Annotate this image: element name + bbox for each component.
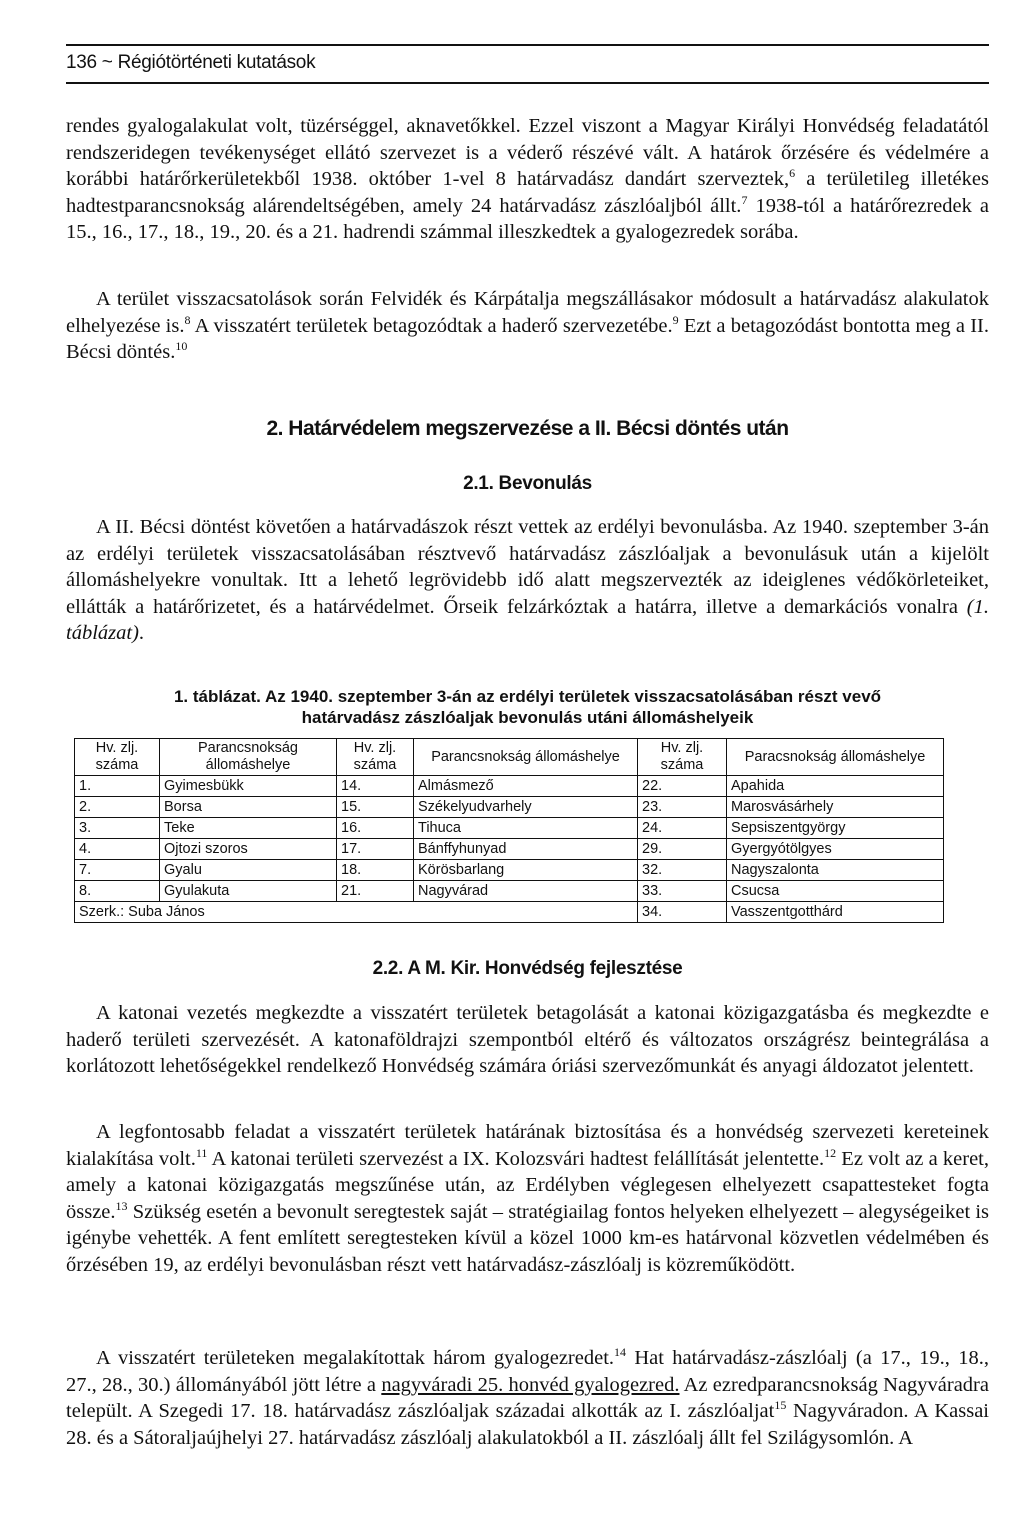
page-number: 136 bbox=[66, 52, 97, 73]
table-cell: 16. bbox=[337, 818, 414, 839]
para1-text-c: 1938-tól a határőrezredek a 15., 16., 17., 18., 19., 20. és a 21. hadrendi számmal illeszkedtek a gyalogezredek sorába. bbox=[66, 194, 989, 244]
table-cell: Borsa bbox=[160, 797, 337, 818]
table-cell: 17. bbox=[337, 839, 414, 860]
table-row bbox=[75, 860, 944, 881]
table-cell: Teke bbox=[160, 818, 337, 839]
table-cell: Apahida bbox=[727, 776, 944, 797]
table-cell: 33. bbox=[638, 881, 727, 902]
table-cell: 22. bbox=[638, 776, 727, 797]
table-cell: Gyimesbükk bbox=[160, 776, 337, 797]
table-header-row bbox=[75, 739, 944, 776]
col-header-4: Parancsnokság állomáshelye bbox=[414, 739, 638, 776]
para2-text-a: A terület visszacsatolások során Felvidék és Kárpátalja megszállásakor módosult a határvadász alakulatok elhelyezése is. bbox=[66, 288, 989, 337]
table-cell: 3. bbox=[75, 818, 160, 839]
table-cell: Marosvásárhely bbox=[727, 797, 944, 818]
col-header-5: Hv. zlj. száma bbox=[638, 739, 727, 776]
para5-text-c: Ez volt az a keret, amely a katonai közigazgatás megszűnése után, az Erdélyben véglegesen elhelyezett csapattesteket fogta össze. bbox=[66, 1147, 989, 1223]
journal-title: Régiótörténeti kutatások bbox=[117, 52, 316, 73]
paragraph-4 bbox=[66, 1000, 989, 1080]
para5-text-a: A legfontosabb feladat a visszatért területek határának biztosítása és a honvédség szervezeti kereteinek kialakítása volt. bbox=[66, 1121, 989, 1170]
table-cell: 1. bbox=[75, 776, 160, 797]
footnote-ref-10[interactable]: 10 bbox=[175, 339, 188, 354]
col-header-1: Hv. zlj. száma bbox=[75, 739, 160, 776]
table-cell: 8. bbox=[75, 881, 160, 902]
table-cell: Székelyudvarhely bbox=[414, 797, 638, 818]
garrison-table bbox=[74, 738, 944, 923]
table-cell: 34. bbox=[638, 902, 727, 923]
table-cell: 7. bbox=[75, 860, 160, 881]
table-caption bbox=[66, 686, 989, 728]
col-header-6: Paracsnokság állomáshelye bbox=[727, 739, 944, 776]
table-row bbox=[75, 776, 944, 797]
para2-text-c: Ezt a betagozódást bontotta meg a II. Bécsi döntés. bbox=[66, 314, 989, 364]
para4-text: A katonai vezetés megkezdte a visszatért területek betagolását a katonai közigazgatásba és megkezdte e haderő területi szervezését. A katonaföldrajzi szempontból eltérő és változatos országrész beintegrálása a korlátozott lehetőségekkel rendelkező Honvédség számára óriási szervezőmunkát és anyagi áldozatot jelentett. bbox=[66, 1002, 989, 1078]
para6-text-b: Hat határvadász-zászlóalj (a 17., 19., 18., 27., 28., 30.) állományából jött létre a bbox=[66, 1347, 989, 1396]
table-row bbox=[75, 818, 944, 839]
para6-text-a: A visszatért területeken megalakítottak három gyalogezredet. bbox=[96, 1347, 615, 1369]
table-cell: 23. bbox=[638, 797, 727, 818]
header-separator: ~ bbox=[101, 52, 113, 73]
section-2-1-heading: 2.1. Bevonulás bbox=[463, 473, 592, 494]
section-2-2-heading: 2.2. A M. Kir. Honvédség fejlesztése bbox=[372, 958, 683, 979]
col-header-2: Parancsnokság állomáshelye bbox=[160, 739, 337, 776]
footnote-ref-11[interactable]: 11 bbox=[195, 1145, 208, 1160]
table-cell: Gyulakuta bbox=[160, 881, 337, 902]
table-cell: Sepsiszentgyörgy bbox=[727, 818, 944, 839]
running-header bbox=[66, 44, 989, 84]
table-cell: 4. bbox=[75, 839, 160, 860]
footnote-ref-6[interactable]: 6 bbox=[789, 166, 796, 181]
footnote-ref-13[interactable]: 13 bbox=[115, 1198, 128, 1213]
table-cell: 2. bbox=[75, 797, 160, 818]
paragraph-2 bbox=[66, 286, 989, 366]
table-row bbox=[75, 839, 944, 860]
para6-text-d: Nagyváradon. A Kassai 28. és a Sátoraljaújhelyi 27. határvadász zászlóalj alakulatokból a II. zászlóalj állt fel Szilágysomlón. A bbox=[66, 1400, 989, 1449]
para5-text-d: Szükség esetén a bevonult seregtestek saját – stratégiailag fontos helyeken elhelyezett – alegységeiket is igénybe vehették. A fent említett seregtesteken kívül a közel 1000 km-es határvonal közvetlen védelmében és őrzésében 19, az erdélyi bevonulásban részt vett határvadász-zászlóalj is közreműködött. bbox=[66, 1200, 989, 1276]
footnote-ref-8[interactable]: 8 bbox=[184, 312, 191, 327]
table-cell: Gyalu bbox=[160, 860, 337, 881]
table-cell: 24. bbox=[638, 818, 727, 839]
header-text bbox=[66, 52, 315, 74]
table-cell: Bánffyhunyad bbox=[414, 839, 638, 860]
table-row bbox=[75, 797, 944, 818]
para1-text-b: a területileg illetékes hadtestparancsnokság alárendeltségében, amely 24 határvadász zászlóaljból állt. bbox=[66, 168, 989, 217]
table-cell: Ojtozi szoros bbox=[160, 839, 337, 860]
para5-text-b: A katonai területi szervezést a IX. Kolozsvári hadtest felállítását jelentette. bbox=[207, 1147, 825, 1170]
para3-end: . bbox=[138, 622, 145, 645]
table-footer-row bbox=[75, 902, 944, 923]
paragraph-6 bbox=[66, 1345, 989, 1451]
paragraph-3 bbox=[66, 514, 989, 647]
para3-text: A II. Bécsi döntést követően a határvadászok részt vettek az erdélyi bevonulásba. Az 1940. szeptember 3-án az erdélyi területek visszacsatolásában résztvevő határvadász zászlóaljak a bevonulásuk után a kijelölt állomáshelyekre vonultak. Itt a lehető legrövidebb idő alatt megszervezték az ideiglenes védőkörleteiket, ellátták a határőrizetet, és a határvédelmet. Őrseik felzárkóztak a határra, illetve a demarkációs vonalra bbox=[66, 516, 989, 618]
paragraph-5 bbox=[66, 1119, 989, 1279]
footnote-ref-12[interactable]: 12 bbox=[824, 1145, 837, 1160]
table-caption-line-1: 1. táblázat. Az 1940. szeptember 3-án az erdélyi területek visszacsatolásában részt vevő bbox=[173, 687, 882, 706]
underlined-regiment-name: nagyváradi 25. honvéd gyalogezred. bbox=[381, 1373, 680, 1396]
table-cell: Körösbarlang bbox=[414, 860, 638, 881]
table-cell: 15. bbox=[337, 797, 414, 818]
table-cell: Vasszentgotthárd bbox=[727, 902, 944, 923]
table-cell: Nagyszalonta bbox=[727, 860, 944, 881]
footnote-ref-7[interactable]: 7 bbox=[741, 192, 748, 207]
table-cell: 29. bbox=[638, 839, 727, 860]
paragraph-1 bbox=[66, 113, 989, 246]
table-row bbox=[75, 881, 944, 902]
table-cell: 18. bbox=[337, 860, 414, 881]
table-editor-credit: Szerk.: Suba János bbox=[75, 902, 638, 923]
table-cell: 32. bbox=[638, 860, 727, 881]
footnote-ref-15[interactable]: 15 bbox=[774, 1398, 787, 1413]
table-cell: Csucsa bbox=[727, 881, 944, 902]
table-cell: Gyergyótölgyes bbox=[727, 839, 944, 860]
table-cell: Nagyvárad bbox=[414, 881, 638, 902]
table-cell: Tihuca bbox=[414, 818, 638, 839]
col-header-3: Hv. zlj. száma bbox=[337, 739, 414, 776]
section-2-heading: 2. Határvédelem megszervezése a II. Bécsi döntés után bbox=[266, 417, 789, 440]
footnote-ref-14[interactable]: 14 bbox=[614, 1345, 627, 1360]
para1-text-a: rendes gyalogalakulat volt, tüzérséggel, aknavetőkkel. Ezzel viszont a Magyar Királyi Honvédség feladatától rendszeridegen tevékenységet ellátó szervezet is a véderő részévé vált. A határok őrzésére és védelmére a korábbi határőrkerületekből 1938. október 1-vel 8 határvadász dandárt szerveztek, bbox=[66, 115, 989, 191]
para6-text-c: Az ezredparancsnokság Nagyváradra települt. A Szegedi 17. 18. határvadász zászlóaljak századai alkották az I. zászlóaljat bbox=[66, 1373, 989, 1423]
table-reference[interactable]: (1. táblázat) bbox=[66, 595, 989, 645]
table-cell: Almásmező bbox=[414, 776, 638, 797]
para2-text-b: A visszatért területek betagozódtak a haderő szervezetébe. bbox=[190, 314, 673, 337]
table-cell: 21. bbox=[337, 881, 414, 902]
table-cell: 14. bbox=[337, 776, 414, 797]
table-caption-line-2: határvadász zászlóaljak bevonulás utáni állomáshelyeik bbox=[301, 708, 754, 727]
footnote-ref-9[interactable]: 9 bbox=[672, 312, 679, 327]
